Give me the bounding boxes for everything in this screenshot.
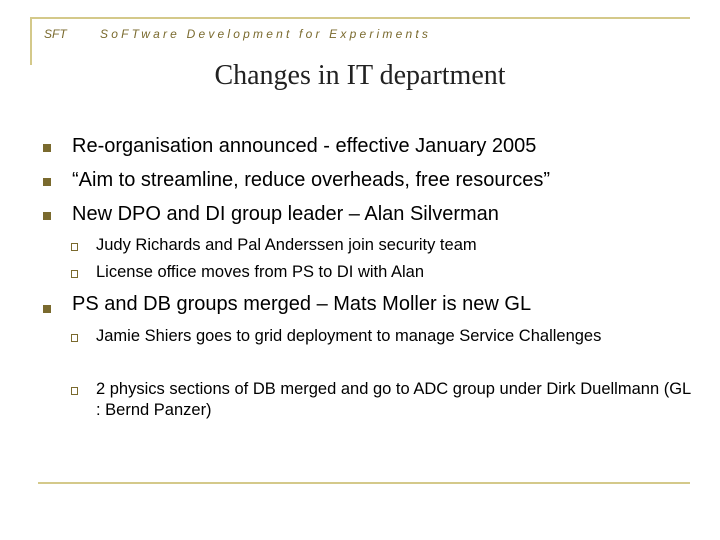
bullet-square-icon — [43, 212, 51, 220]
bullet-text: New DPO and DI group leader – Alan Silverman — [72, 203, 499, 225]
header-rule-horizontal — [30, 17, 690, 19]
sub-bullet-text: 2 physics sections of DB merged and go to ADC group under Dirk Duellmann (GL : Bernd Panzer) — [96, 380, 691, 419]
footer-rule — [38, 482, 690, 484]
slide-title: Changes in IT department — [214, 60, 506, 91]
sub-bullet-text: Judy Richards and Pal Anderssen join security team — [96, 236, 477, 254]
bullet-text: PS and DB groups merged – Mats Moller is new GL — [72, 293, 532, 315]
bullet-square-icon — [43, 305, 51, 313]
sub-bullet-box-icon — [71, 243, 78, 251]
bullet-square-icon — [43, 144, 51, 152]
bullet-text: Re-organisation announced - effective January 2005 — [72, 135, 537, 157]
header-tagline: SoFTware Development for Experiments — [100, 27, 432, 41]
header-short-name: SFT — [44, 27, 67, 41]
sub-bullet-box-icon — [71, 270, 78, 278]
sub-bullet-text: Jamie Shiers goes to grid deployment to manage Service Challenges — [96, 327, 602, 345]
header-rule-vertical — [30, 17, 32, 65]
bullet-text: “Aim to streamline, reduce overheads, free resources” — [72, 169, 550, 191]
sub-bullet-text: License office moves from PS to DI with Alan — [96, 263, 425, 281]
sub-bullet-box-icon — [71, 387, 78, 395]
sub-bullet-box-icon — [71, 334, 78, 342]
bullet-square-icon — [43, 178, 51, 186]
